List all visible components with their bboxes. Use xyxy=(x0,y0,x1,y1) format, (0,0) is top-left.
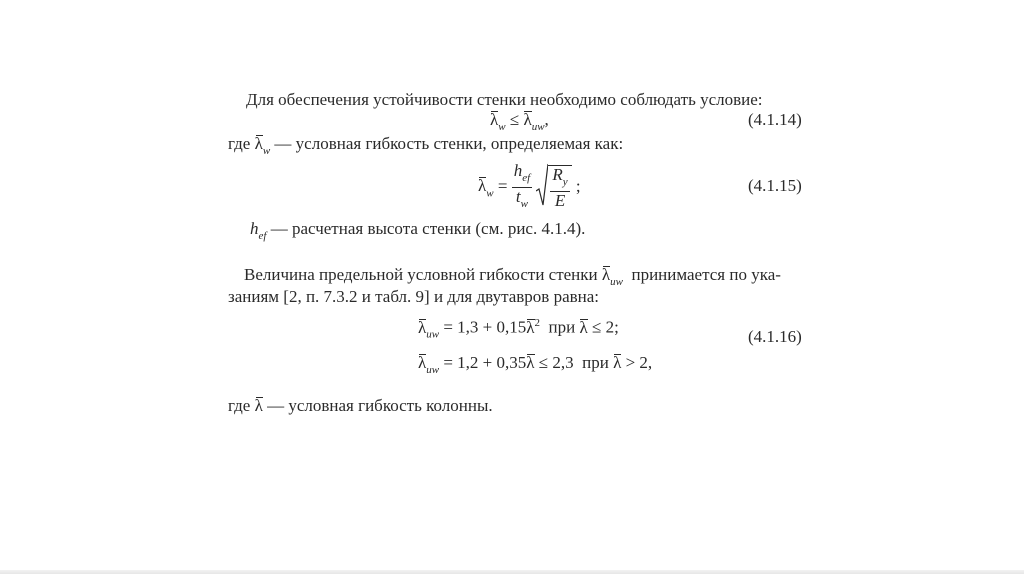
subscript-w: w xyxy=(262,145,271,157)
r-symbol: R xyxy=(552,165,563,184)
lambda-symbol: λ xyxy=(418,317,427,337)
formula-4-1-16-case-1 xyxy=(418,313,619,345)
lambda-symbol: λ xyxy=(418,353,427,372)
equation-number-4-1-16: (4.1.16) xyxy=(748,327,802,346)
equals-sign: = xyxy=(497,176,508,196)
definition-text: — условная гибкость колонны. xyxy=(267,396,493,415)
lambda-symbol: λ xyxy=(526,353,535,372)
subscript-uw: uw xyxy=(426,364,440,376)
t-symbol: t xyxy=(515,187,521,206)
lambda-symbol: λ xyxy=(579,317,588,337)
formula-tail: , xyxy=(544,110,549,129)
lambda-symbol: λ xyxy=(523,110,532,129)
paragraph-limit-line-2: заниям [2, п. 7.3.2 и табл. 9] и для двутавров равна: xyxy=(228,287,600,306)
where-word: где xyxy=(228,134,251,153)
paragraph-end: принимается по ука- xyxy=(631,265,781,284)
e-symbol: E xyxy=(554,191,566,210)
definition-text: — расчетная высота стенки (см. рис. 4.1.4). xyxy=(270,219,586,238)
h-symbol: h xyxy=(250,219,259,238)
lambda-symbol: λ xyxy=(254,134,263,153)
radical-sign-icon xyxy=(536,163,548,207)
subscript-w: w xyxy=(498,121,506,133)
condition-word: при xyxy=(548,317,576,337)
subscript-y: y xyxy=(562,176,568,188)
lambda-symbol: λ xyxy=(478,176,487,196)
lambda-symbol: λ xyxy=(254,396,263,415)
subscript-ef: ef xyxy=(522,172,531,184)
formula-4-1-14 xyxy=(490,110,549,137)
condition-operator: ≤ 2; xyxy=(591,317,619,337)
definition-text: — условная гибкость стенки, определяемая как: xyxy=(274,134,624,153)
square-root xyxy=(536,165,571,210)
upper-bound: ≤ 2,3 xyxy=(538,353,574,372)
formula-4-1-15 xyxy=(478,162,581,213)
fraction-h-over-t xyxy=(512,162,532,213)
subscript-ef: ef xyxy=(258,230,267,242)
subscript-w: w xyxy=(520,198,528,210)
condition-operator: > 2, xyxy=(625,353,653,372)
definition-h-ef xyxy=(250,219,585,246)
condition-word: при xyxy=(582,353,609,372)
definition-lambda xyxy=(228,396,493,416)
subscript-w: w xyxy=(486,187,494,200)
lambda-symbol: λ xyxy=(613,353,622,372)
square-exponent: 2 xyxy=(534,317,541,329)
formula-tail: ; xyxy=(575,176,581,196)
expression: = 1,2 + 0,35 xyxy=(443,353,527,372)
lambda-symbol: λ xyxy=(601,265,611,284)
where-word: где xyxy=(228,396,251,415)
lambda-symbol: λ xyxy=(490,110,499,129)
paragraph-intro: Для обеспечения устойчивости стенки необходимо соблюдать условие: xyxy=(246,90,763,109)
formula-4-1-16-case-2 xyxy=(418,353,652,380)
subscript-uw: uw xyxy=(531,121,545,133)
operator-le: ≤ xyxy=(509,110,520,129)
equation-number-4-1-15: (4.1.15) xyxy=(748,176,802,195)
h-symbol: h xyxy=(513,161,523,180)
subscript-uw: uw xyxy=(610,276,623,288)
slide-bottom-edge xyxy=(0,570,1024,574)
expression: = 1,3 + 0,15 xyxy=(443,317,527,337)
definition-lambda-w xyxy=(228,134,623,161)
paragraph-start: Величина предельной условной гибкости стенки xyxy=(244,265,598,284)
subscript-uw: uw xyxy=(426,328,440,341)
equation-number-4-1-14: (4.1.14) xyxy=(748,110,802,129)
lambda-symbol: λ xyxy=(526,317,535,337)
fraction-r-over-e xyxy=(550,166,569,210)
